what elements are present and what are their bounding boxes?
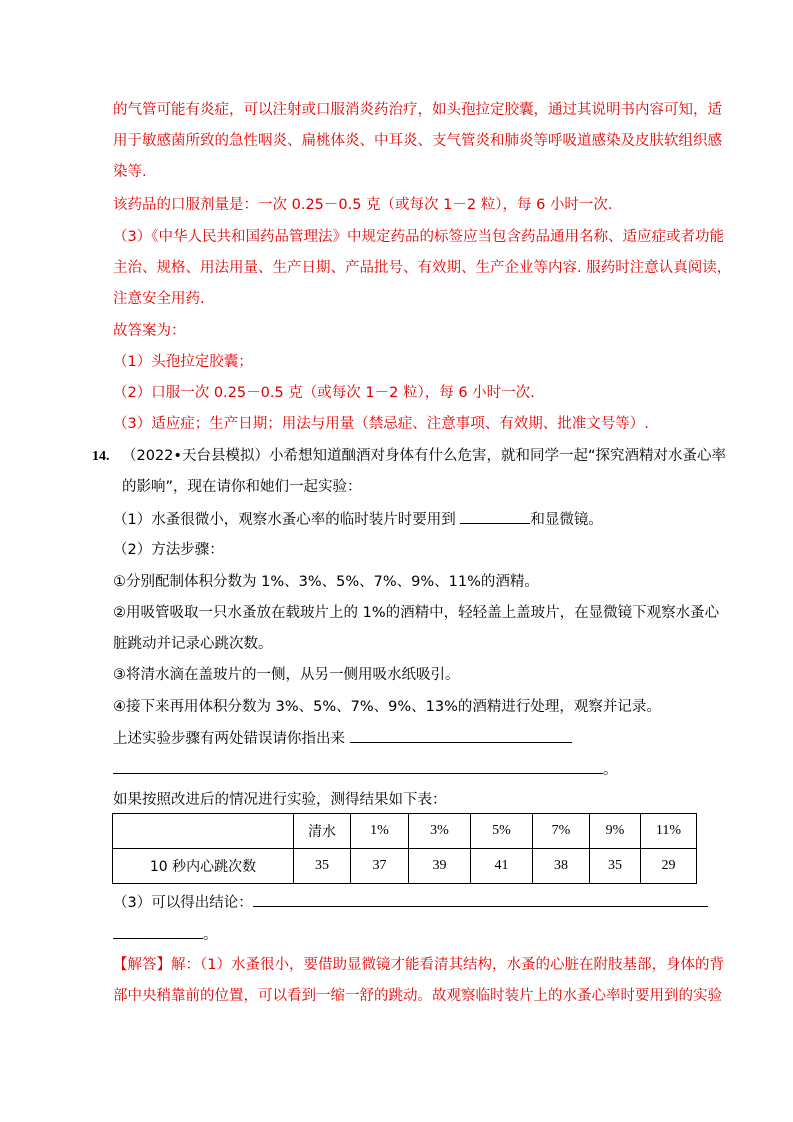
error-answer-line: [113, 759, 618, 780]
table-cell: 41: [471, 849, 533, 884]
solution-text-1: 解：（1）水蚤很小，要借助显微镜才能看清其结构，水蚤的心脏在附肢基部，身体的背: [171, 957, 724, 973]
method-title: （2）方法步骤：: [113, 542, 224, 558]
table-cell: 35: [294, 849, 351, 884]
table-cell: 29: [641, 849, 697, 884]
answer-line-7: 注意安全用药.: [113, 291, 205, 307]
table-intro: 如果按照改进后的情况进行实验，测得结果如下表：: [113, 792, 447, 808]
question-number-text: 14.: [92, 449, 110, 464]
answer-line-9: （1）头孢拉定胶囊；: [113, 354, 253, 370]
answer-line-6: 主治、规格、用法用量、生产日期、产品批号、有效期、生产企业等内容. 服药时注意认真阅读，: [113, 260, 732, 276]
answer-blank-1[interactable]: [460, 509, 530, 524]
solution-line-2: 部中央稍靠前的位置，可以看到一缩一舒的跳动。故观察临时装片上的水蚤心率时要用到的实验: [113, 988, 722, 1004]
table-header-cell: 11%: [641, 814, 697, 849]
table-cell: 35: [590, 849, 641, 884]
step-4: ④接下来再用体积分数为 3%、5%、7%、9%、13%的酒精进行处理，观察并记录。: [113, 699, 661, 715]
answer-blank-conclusion-2[interactable]: [113, 924, 203, 939]
table-data-row: [113, 849, 697, 884]
question-stem-line-2: 的影响”，现在请你和她们一起实验：: [122, 479, 362, 495]
error-period: 。: [603, 762, 618, 778]
table-row-label: 10 秒内心跳次数: [113, 849, 294, 884]
conclusion-answer-line: [113, 924, 218, 945]
error-prompt-text: 上述实验步骤有两处错误请你指出来: [113, 731, 350, 747]
table-header-cell: 7%: [533, 814, 590, 849]
answer-line-4: 该药品的口服剂量是：一次 0.25－0.5 克（或每次 1－2 粒），每 6 小时一次.: [113, 197, 613, 213]
question-stem-line-1: （2022•天台县模拟）小希想知道酗酒对身体有什么危害，就和同学一起“探究酒精对水蚤心率: [122, 448, 726, 464]
answer-blank-conclusion-1[interactable]: [253, 892, 708, 907]
conclusion-prompt: [113, 892, 708, 913]
table-header-cell: [113, 814, 294, 849]
table-cell: 39: [409, 849, 471, 884]
subquestion-1-after: 和显微镜。: [530, 512, 603, 528]
table-header-row: [113, 814, 697, 849]
table-header-cell: 3%: [409, 814, 471, 849]
step-3: ③将清水滴在盖玻片的一侧，从另一侧用吸水纸吸引。: [113, 667, 460, 683]
step-1: ①分别配制体积分数为 1%、3%、5%、7%、9%、11%的酒精。: [113, 574, 539, 590]
answer-line-3: 染等.: [113, 164, 147, 180]
answer-line-8: 故答案为：: [113, 323, 186, 339]
result-table: [112, 813, 697, 884]
step-2-line-2: 脏跳动并记录心跳次数。: [113, 636, 273, 652]
answer-line-11: （3）适应症；生产日期；用法与用量（禁忌症、注意事项、有效期、批准文号等）.: [113, 416, 649, 432]
error-prompt: [113, 728, 572, 749]
solution-line-1: [113, 955, 724, 975]
question-number: [92, 446, 110, 467]
conclusion-period: 。: [203, 927, 218, 943]
answer-line-5: （3）《中华人民共和国药品管理法》中规定药品的标签应当包含药品通用名称、适应症或者功能: [113, 229, 724, 245]
answer-blank-error-2[interactable]: [113, 759, 603, 774]
answer-line-1: 的气管可能有炎症，可以注射或口服消炎药治疗，如头孢拉定胶囊，通过其说明书内容可知，适: [113, 102, 722, 118]
table-header-cell: 5%: [471, 814, 533, 849]
conclusion-prompt-text: （3）可以得出结论：: [113, 895, 253, 911]
answer-line-10: （2）口服一次 0.25－0.5 克（或每次 1－2 粒），每 6 小时一次.: [113, 385, 535, 401]
answer-line-2: 用于敏感菌所致的急性咽炎、扁桃体炎、中耳炎、支气管炎和肺炎等呼吸道感染及皮肤软组织感: [113, 133, 722, 149]
table-cell: 37: [351, 849, 409, 884]
table-cell: 38: [533, 849, 590, 884]
solution-tag: 【解答】: [113, 957, 171, 973]
answer-blank-error-1[interactable]: [350, 728, 572, 743]
subquestion-1: [113, 509, 603, 530]
subquestion-1-text: （1）水蚤很微小，观察水蚤心率的临时装片时要用到: [113, 512, 461, 528]
table-header-cell: 清水: [294, 814, 351, 849]
table-header-cell: 1%: [351, 814, 409, 849]
table-header-cell: 9%: [590, 814, 641, 849]
step-2-line-1: ②用吸管吸取一只水蚤放在载玻片上的 1%的酒精中，轻轻盖上盖玻片，在显微镜下观察水蚤心: [113, 605, 720, 621]
